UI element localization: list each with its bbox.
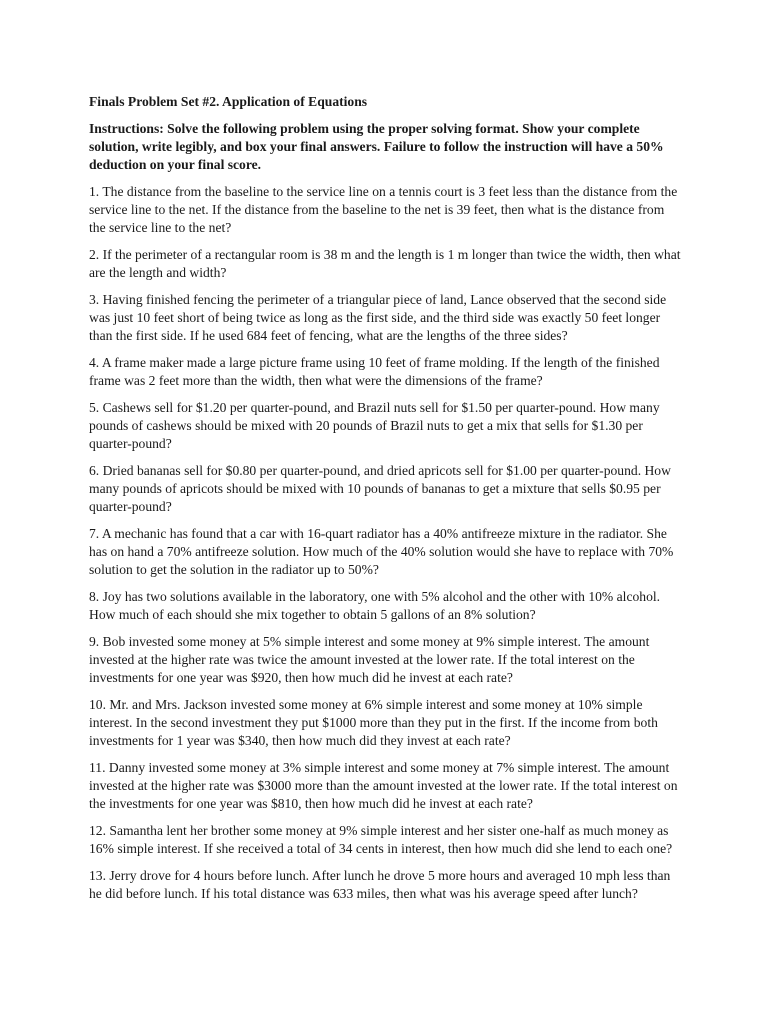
problem-item: 10. Mr. and Mrs. Jackson invested some money at 6% simple interest and some money at 10% simple interest. In the second investment they put $1000 more than they put in the first. If the income from both investments for 1 year was $340, then how much did they invest at each rate? <box>89 697 658 748</box>
problem-item: 4. A frame maker made a large picture frame using 10 feet of frame molding. If the length of the finished frame was 2 feet more than the width, then what were the dimensions of the frame? <box>89 355 660 388</box>
problem-item: 9. Bob invested some money at 5% simple interest and some money at 9% simple interest. The amount invested at the higher rate was twice the amount invested at the lower rate. If the total interest on the investments for one year was $920, then how much did he invest at each rate? <box>89 634 650 685</box>
problem-item: 6. Dried bananas sell for $0.80 per quarter-pound, and dried apricots sell for $1.00 per quarter-pound. How many pounds of apricots should be mixed with 10 pounds of bananas to get a mixture that sells $0.95 per quarter-pound? <box>89 463 671 514</box>
problem-item: 7. A mechanic has found that a car with 16-quart radiator has a 40% antifreeze mixture in the radiator. She has on hand a 70% antifreeze solution. How much of the 40% solution would she have to replace with 70% solution to get the solution in the radiator up to 50%? <box>89 526 674 577</box>
problem-item: 1. The distance from the baseline to the service line on a tennis court is 3 feet less than the distance from the service line to the net. If the distance from the baseline to the net is 39 feet, then what is the distance from the service line to the net? <box>89 184 678 235</box>
document-page <box>89 92 683 912</box>
problem-item: 8. Joy has two solutions available in the laboratory, one with 5% alcohol and the other with 10% alcohol. How much of each should she mix together to obtain 5 gallons of an 8% solution? <box>89 589 661 622</box>
problem-item: 12. Samantha lent her brother some money at 9% simple interest and her sister one-half as much money as 16% simple interest. If she received a total of 34 cents in interest, then how much did she lend to each one? <box>89 823 673 856</box>
problem-item: 3. Having finished fencing the perimeter of a triangular piece of land, Lance observed that the second side was just 10 feet short of being twice as long as the first side, and the third side was exactly 50 feet longer than the first side. If he used 684 feet of fencing, what are the lengths of the three sides? <box>89 292 667 343</box>
instructions-paragraph: Instructions: Solve the following problem using the proper solving format. Show your complete solution, write legibly, and box your final answers. Failure to follow the instruction will have a 50% deduction on your final score. <box>89 121 664 172</box>
problem-item: 5. Cashews sell for $1.20 per quarter-pound, and Brazil nuts sell for $1.50 per quarter-pound. How many pounds of cashews should be mixed with 20 pounds of Brazil nuts to get a mix that sells for $1.30 per quarter-pound? <box>89 400 660 451</box>
document-title: Finals Problem Set #2. Application of Equations <box>89 94 368 109</box>
problem-item: 13. Jerry drove for 4 hours before lunch. After lunch he drove 5 more hours and averaged 10 mph less than he did before lunch. If his total distance was 633 miles, then what was his average speed after lunch? <box>89 868 671 901</box>
problem-item: 11. Danny invested some money at 3% simple interest and some money at 7% simple interest. The amount invested at the higher rate was $3000 more than the amount invested at the lower rate. If the total interest on the investments for one year was $810, then how much did he invest at each rate? <box>89 760 678 811</box>
problem-item: 2. If the perimeter of a rectangular room is 38 m and the length is 1 m longer than twice the width, then what are the length and width? <box>89 247 681 280</box>
